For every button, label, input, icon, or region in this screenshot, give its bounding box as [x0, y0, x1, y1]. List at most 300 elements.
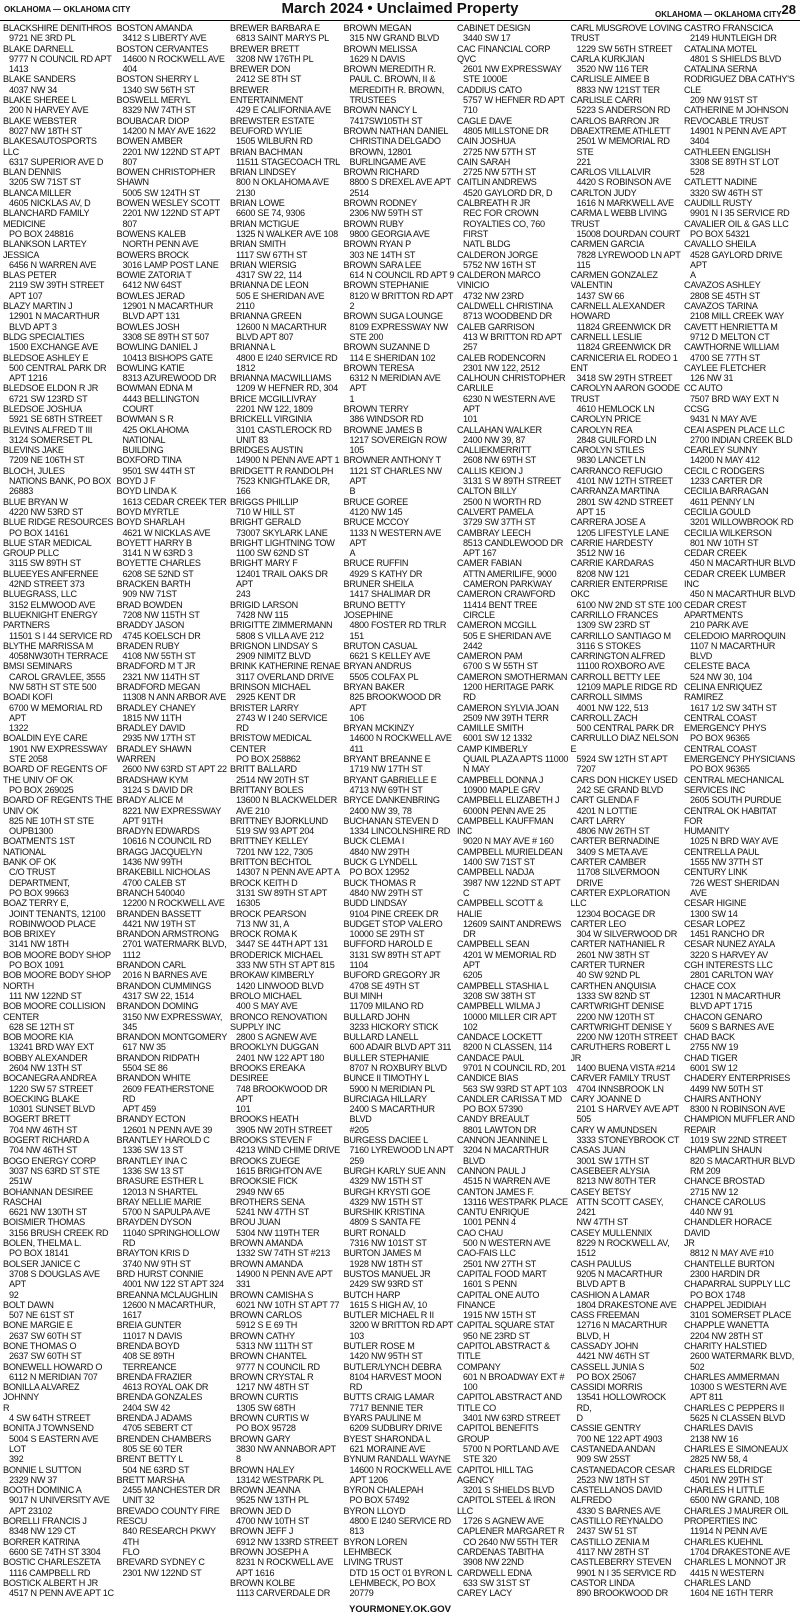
owner-name-line: BRAY NELLIE MARIE — [116, 1196, 202, 1207]
owner-address-line: 1233 CARTER DR — [690, 476, 763, 487]
owner-address-line: 1413 — [9, 64, 29, 75]
owner-name-line: BRIAN LINDSEY — [230, 167, 296, 178]
owner-address-line: 4621 W NICKLAS AVE — [122, 527, 211, 538]
owner-address-line: 3987 NW 122ND ST APT C — [463, 877, 561, 898]
owner-address-line: APT 107 — [9, 290, 43, 301]
owner-address-line: 1928 NW 18TH ST — [349, 1258, 423, 1269]
owner-address-line: 4001 NW 122, 513 — [576, 702, 649, 713]
owner-address-line: PO BOX 95728 — [236, 1423, 296, 1434]
owner-name-line: CAROLYN PRICE — [570, 414, 641, 425]
owner-name-line: CAIN JOSHUA — [457, 136, 516, 147]
owner-name-line: BREIA GUNTER — [116, 1320, 182, 1331]
owner-name-line: BRADLEY DAVID — [116, 723, 186, 734]
owner-name-line: CELINA ENRIQUEZ — [684, 682, 763, 692]
owner-name-line: CAMER FABIAN — [457, 558, 522, 569]
owner-address-line: 2429 SW 93RD ST — [349, 1279, 424, 1290]
owner-name-line: BRINSON MICHAEL — [230, 682, 311, 692]
owner-address-line: 805 SE 60 TER — [122, 1443, 183, 1454]
owner-name-line: BRADSHAW KYM — [116, 774, 188, 785]
owner-name-line: BROWN KOLBE — [230, 1577, 295, 1588]
owner-address-line: 9104 PINE CREEK DR — [349, 908, 439, 919]
owner-address-line: NATIONS BANK, PO BOX — [9, 476, 111, 487]
owner-name-line: CENTRAL MECHANICAL — [684, 774, 784, 785]
listing-column-2 — [117, 23, 231, 1599]
owner-address-line: 2401 NW 122 APT 180 — [236, 1052, 325, 1063]
owner-address-line: 5757 W HEFNER RD APT — [463, 95, 565, 106]
owner-name-line: BRADY ALICE M — [116, 795, 183, 806]
owner-address-line: 1001 PENN 4 — [463, 1217, 516, 1228]
owner-address-line: 6721 SW 123RD ST — [9, 393, 88, 404]
owner-name-line: CAMPBELL ELIZABETH J — [457, 795, 560, 806]
owner-address-line: 4610 HEMLOCK LN — [576, 403, 655, 414]
owner-address-line: 3520 NW 116 TER — [576, 64, 649, 75]
owner-name-line: BEUFORD WYLIE — [230, 125, 303, 136]
owner-address-line: 2825 NW 58, 4 — [690, 1454, 748, 1465]
owner-name-line: BRANDON DOMING — [116, 1001, 199, 1012]
owner-address-line: 3409 S META AVE — [576, 846, 648, 857]
owner-address-line: 502 — [690, 1361, 705, 1372]
owner-name-line: BYNUM RANDALL WAYNE — [343, 1454, 451, 1465]
owner-name-line: BOHANNAN DESIREE — [3, 1186, 93, 1197]
owner-address-line: 400 S MAY AVE — [236, 1001, 298, 1012]
owner-name-line: CAMPBELL SEAN — [457, 939, 530, 950]
owner-name-line: CASEY MULLENNIX — [570, 1227, 652, 1238]
owner-name-line: CART LARRY — [570, 815, 626, 826]
owner-address-line: 4329 NW 15TH ST — [349, 1176, 423, 1187]
owner-name-line: BOECKING BLAKE — [3, 1093, 80, 1104]
owner-address-line: 1616 N MARKWELL AVE — [576, 198, 674, 209]
owner-address-line: TRUSTEES — [349, 95, 397, 106]
owner-name-line: CASTILLO ZENIA M — [570, 1536, 650, 1547]
owner-address-line: 4101 NW 12TH STREET — [576, 476, 673, 487]
owner-address-line: 2608 NW 69TH ST — [463, 455, 537, 466]
owner-address-line: 4520 GAYLORD DR, D — [463, 187, 553, 198]
owner-address-line: 8221 NW EXPRESSWAY — [122, 805, 222, 816]
owner-address-line: OUPB1300 — [9, 826, 54, 837]
owner-name-line: CARMEN GONZALEZ — [570, 270, 658, 281]
owner-address-line: 3200 W BRITTON RD APT — [349, 1320, 454, 1331]
owner-name-line: CGH INTERESTS LLC — [684, 960, 773, 971]
owner-address-line: 713 NW 31, A — [236, 918, 290, 929]
owner-address-line: 3124 SOMERSET PL — [9, 434, 93, 445]
owner-name-line: BOWMAN EDNA M — [116, 383, 193, 394]
owner-name-line: CADDIUS CATO — [457, 84, 522, 95]
owner-name-line: BYRON LOREN LEHMBECK — [343, 1536, 407, 1557]
owner-address-line: 2637 SW 60TH ST — [9, 1351, 82, 1362]
owner-name-line: CANNON JEANNINE L — [457, 1135, 548, 1146]
owner-address-line: 1451 RANCHO DR — [690, 929, 765, 940]
owner-name-line: CATALINA SERNA — [684, 64, 757, 75]
owner-name-line: BRD HURST CONNIE — [116, 1268, 204, 1279]
owner-address-line: ATTN AMERILIFE, 9000 — [463, 568, 557, 579]
owner-address-line: 4421 NW 46TH ST — [576, 1351, 650, 1362]
owner-address-line: 6312 N MERIDIAN AVE APT — [349, 373, 441, 394]
owner-name-line: CAMPBELL DONNA J — [457, 774, 544, 785]
owner-name-line: BRUCE MCCOY — [343, 517, 409, 528]
owner-name-line: CALDERON JORGE — [457, 249, 538, 260]
owner-address-line: 4108 NW 55TH ST — [122, 651, 196, 662]
footer-url: YOURMONEY.OK.GOV — [349, 1604, 451, 1615]
owner-name-line: BRENDEN CHAMBERS — [116, 1433, 212, 1444]
owner-name-line: CARRANZA MARTINA — [570, 486, 660, 497]
owner-address-line: 1417 SHALIMAR DR — [349, 589, 431, 600]
owner-name-line: CHARLES H LITTLE — [684, 1485, 765, 1496]
owner-name-line: CARDENAS TABITHA — [457, 1546, 544, 1557]
owner-name-line: CHACON GENARO — [684, 1011, 763, 1022]
owner-name-line: CHARLES AMMERMAN — [684, 1371, 780, 1382]
page-number: 28 — [781, 2, 796, 17]
owner-name-line: CHARLES ELDRIDGE — [684, 1464, 772, 1475]
owner-address-line: 10900 MAPLE GRV — [463, 784, 540, 795]
owner-address-line: 2715 NW 12 — [690, 1186, 739, 1197]
owner-name-line: CARVER FAMILY TRUST — [570, 1073, 671, 1084]
owner-address-line: DTD 15 OCT 01 BYRON L — [349, 1567, 453, 1578]
owner-name-line: BLAKESAUTOSPORTS LLC — [3, 136, 97, 157]
owner-name-line: CASHION A LAMAR — [570, 1289, 650, 1300]
owner-address-line: 519 SW 93 APT 204 — [236, 826, 314, 837]
owner-address-line: 11708 SILVERMOON DRIVE — [576, 867, 660, 888]
owner-name-line: BOARD OF REGENTS OF — [3, 764, 108, 775]
owner-address-line: PO BOX 1091 — [9, 960, 64, 971]
owner-name-line: BROOKS STEVEN F — [230, 1135, 313, 1146]
owner-name-line: DBAEXTREME ATHLETT — [570, 125, 671, 136]
header-location-right-text: OKLAHOMA — OKLAHOMA CITY — [655, 10, 782, 19]
owner-name-line: VALENTIN — [570, 280, 613, 291]
owner-name-line: CASTANEDACOR CESAR — [570, 1464, 675, 1475]
owner-address-line: STE 320 — [463, 1454, 497, 1465]
owner-name-line: BOWLING DANIEL J — [116, 342, 198, 353]
owner-name-line: CAMBRAY LEECH — [457, 527, 531, 538]
owner-address-line: MEREDITH R. BROWN, — [349, 84, 445, 95]
owner-address-line: 3412 S LIBERTY AVE — [122, 33, 207, 44]
owner-name-line: CECILIA GOULD — [684, 506, 751, 517]
owner-address-line: 2949 NW 65 — [236, 1186, 285, 1197]
owner-name-line: CARRIER ENTERPRISE OKC — [570, 579, 668, 600]
owner-name-line: BRENT BETTY L — [116, 1454, 184, 1465]
owner-address-line: CAROL GRAVLEE, 3555 — [9, 671, 106, 682]
owner-address-line: 3116 S STOKES — [576, 640, 641, 651]
owner-name-line: CENTRAL COAST — [684, 712, 757, 723]
owner-name-line: CECIL C RODGERS — [684, 465, 765, 476]
owner-name-line: CHAIRS ANTHONY — [684, 1093, 762, 1104]
owner-name-line: BRIANNA GREEN — [230, 311, 302, 322]
owner-name-line: BOSTON AMANDA — [116, 23, 193, 33]
owner-name-line: BUDD LINDSAY — [343, 898, 408, 909]
owner-address-line: 1555 NW 37TH ST — [690, 857, 764, 868]
owner-address-line: 3308 SE 89TH ST LOT 528 — [690, 156, 779, 178]
page-title: March 2024 • Unclaimed Property — [281, 0, 519, 17]
owner-address-line: 2329 NW 37 — [9, 1474, 58, 1485]
owner-address-line: 7316 NW 101ST ST — [349, 1238, 427, 1249]
owner-address-line: 6001 SW 12 — [690, 1062, 738, 1073]
owner-address-line: 73007 SKYLARK LANE — [236, 527, 328, 538]
owner-name-line: BOSTICK ALBERT H JR — [3, 1577, 98, 1588]
owner-name-line: BOWIE ZATORIA T — [116, 270, 192, 281]
owner-address-line: 3333 STONEYBROOK CT — [576, 1135, 680, 1146]
owner-name-line: CHARLES E SIMONEAUX — [684, 1443, 788, 1454]
owner-name-line: BRANDON RIDPATH — [116, 1052, 200, 1063]
owner-name-line: BRIDGES AUSTIN — [230, 445, 303, 456]
owner-address-line: STE 200 — [349, 331, 384, 342]
owner-name-line: BRANTLEY INA C — [116, 1155, 188, 1166]
owner-address-line: 3729 SW 37TH ST — [463, 517, 536, 528]
owner-address-line: 505 E SHERIDAN AVE 2442 — [463, 630, 552, 651]
owner-name-line: BUCHANAN STEVEN D — [343, 815, 439, 826]
owner-address-line: A — [690, 270, 696, 281]
owner-name-line: BOWERS BROCK — [116, 249, 189, 260]
owner-address-line: 12609 SAINT ANDREWS — [463, 918, 562, 929]
owner-name-line: HUMANITY — [684, 826, 730, 837]
owner-name-line: BLOCH, JULES — [3, 465, 65, 476]
owner-address-line: 4317 SW 22, 1514 — [122, 990, 194, 1001]
owner-address-line: 1334 LINCOLNSHIRE RD — [349, 826, 451, 837]
owner-name-line: CARLILE — [457, 383, 494, 394]
owner-address-line: 8208 NW 121 — [576, 568, 630, 579]
owner-name-line: CHAPPEL JEDIDIAH — [684, 1299, 767, 1310]
owner-name-line: CALHOUN CHRISTOPHER — [457, 373, 566, 384]
owner-name-line: BOYD J F — [116, 476, 156, 487]
owner-address-line: CHRISTINA DELGADO — [349, 136, 441, 147]
owner-name-line: TRUST — [570, 218, 600, 229]
owner-name-line: BRUCE GOREE — [343, 496, 408, 507]
owner-address-line: APT 1616 — [236, 1567, 275, 1578]
owner-name-line: BURCIAGA HILLARY — [343, 1093, 427, 1104]
owner-name-line: BOSWELL MERYL — [116, 95, 191, 106]
owner-name-line: CAMPBELL STASHIA L — [457, 980, 549, 991]
owner-name-line: BOGERT RICHARD A — [3, 1135, 90, 1146]
owner-name-line: CARTER TURNER — [570, 960, 645, 971]
owner-name-line: BLAZY MARTIN J — [3, 301, 73, 312]
owner-address-line: 12901 N MACARTHUR — [122, 301, 214, 312]
owner-address-line: 8120 W BRITTON RD APT 2 — [349, 290, 454, 312]
owner-name-line: BLEDSOE JOSHUA — [3, 403, 82, 414]
owner-address-line: 909 NW 71ST — [122, 589, 177, 600]
owner-name-line: BUCK CLEMA I — [343, 836, 405, 847]
owner-address-line: CAMERON PARKWAY — [463, 579, 553, 590]
owner-name-line: BRENDA J ADAMS — [116, 1413, 192, 1424]
owner-address-line: 392 — [9, 1454, 24, 1465]
owner-address-line: 890 BROOKWOOD DR — [576, 1588, 669, 1599]
owner-address-line: 8027 NW 18TH ST — [9, 125, 83, 136]
owner-address-line: 4704 INNSBROOK LN — [576, 1083, 664, 1094]
owner-address-line: 4745 KOELSCH DR — [122, 630, 201, 641]
owner-address-line: 1615 S HIGH AV, 10 — [349, 1299, 427, 1310]
owner-name-line: CEDAR CREEK — [684, 548, 747, 559]
owner-name-line: CARRILLO SANTIAGO M — [570, 630, 671, 641]
owner-name-line: BRAKEBILL NICHOLAS — [116, 867, 211, 878]
owner-address-line: 1332 SW 74TH ST #213 — [236, 1248, 330, 1259]
owner-address-line: 3117 OVERLAND DRIVE — [236, 671, 334, 682]
owner-address-line: 8300 N ROBINSON AVE — [690, 1104, 786, 1115]
owner-address-line: 9501 SW 44TH ST — [122, 465, 196, 476]
owner-name-line: CARTWRIGHT DENISE Y — [570, 1021, 672, 1032]
owner-name-line: BRANDON CARL — [116, 960, 186, 971]
owner-address-line: 9020 N MAY AVE # 160 — [463, 836, 554, 847]
header-location-right — [655, 2, 796, 20]
owner-address-line: 726 WEST SHERIDAN AVE — [690, 877, 780, 898]
owner-name-line: CARNELL LESLIE — [570, 331, 642, 342]
owner-address-line: 12301 N MACARTHUR — [690, 990, 781, 1001]
owner-name-line: BRADEN RUBY — [116, 640, 180, 651]
owner-name-line: BOYD SHARLAH — [116, 517, 185, 528]
owner-name-line: BLYTHE MARRISSA M — [3, 640, 94, 651]
owner-name-line: BROOKS EREAKA DESIREE — [230, 1062, 305, 1084]
owner-address-line: 2400 NW 39, 87 — [463, 434, 526, 445]
owner-name-line: BOYETT HARRY B — [116, 537, 192, 548]
owner-address-line: 2808 SE 45TH ST — [690, 290, 761, 301]
owner-address-line: 151 — [349, 630, 364, 641]
owner-name-line: CHARLES C PEPPERS II — [684, 1402, 785, 1413]
owner-address-line: 801 NW 10TH ST — [690, 537, 759, 548]
owner-address-line: 8833 NW 121ST TER — [576, 84, 660, 95]
owner-address-line: 14900 N PENN AVE APT 1 — [236, 455, 340, 466]
owner-name-line: FINANCE — [457, 1299, 496, 1310]
owner-name-line: CHAD TIGER — [684, 1052, 738, 1063]
owner-address-line: 1 — [349, 393, 355, 404]
owner-address-line: 10300 S WESTERN AVE — [690, 1382, 787, 1393]
owner-address-line: 450 N MACARTHUR BLVD — [690, 558, 796, 569]
owner-name-line: BREANNA MCLAUGHLIN — [116, 1289, 218, 1300]
owner-name-line: LIVING TRUST — [343, 1557, 403, 1568]
owner-name-line: CAMP KIMBERLY — [457, 743, 528, 754]
owner-name-line: CANDLER CARISSA T MD — [457, 1093, 562, 1104]
owner-address-line: 2600 WATERMARK BLVD, — [690, 1351, 794, 1362]
owner-name-line: BRIDGETT R RANDOLPH — [230, 465, 334, 476]
owner-address-line: 1107 N MACARTHUR BLVD — [690, 640, 776, 662]
owner-address-line: 5304 NW 119TH TER — [236, 1227, 320, 1238]
owner-name-line: CALTON BILLY — [457, 486, 517, 497]
owner-address-line: 3208 NW 176TH PL — [236, 53, 314, 64]
owner-address-line: 1400 BUENA VISTA #214 — [576, 1062, 676, 1073]
owner-name-line: BROWN JEFF J — [230, 1526, 294, 1537]
owner-name-line: BONITA J TOWNSEND — [3, 1423, 94, 1434]
owner-address-line: 1500 EXCHANGE AVE — [9, 342, 99, 353]
owner-name-line: CECILIA BARRAGAN — [684, 486, 769, 497]
owner-address-line: 1804 DRAKESTONE AVE — [576, 1299, 677, 1310]
owner-name-line: CANDY BREAULT — [457, 1114, 530, 1125]
owner-name-line: BOYD MYRTLE — [116, 506, 179, 517]
owner-name-line: BURSHIK KRISTINA — [343, 1207, 425, 1218]
owner-name-line: JR — [684, 1238, 695, 1249]
owner-address-line: 2800 S AGNEW AVE — [236, 1032, 317, 1043]
owner-name-line: BRIGGS PHILLIP — [230, 496, 299, 507]
owner-name-line: CELESTE BACA — [684, 661, 750, 672]
owner-name-line: BLEDSOE ELDON R JR — [3, 383, 99, 394]
owner-address-line: APT 1216 — [9, 373, 48, 384]
owner-address-line: QUAIL PLAZA APTS 11000 — [463, 754, 569, 765]
owner-address-line: 10301 SUNSET BLVD — [9, 1104, 95, 1115]
owner-name-line: BLEVINS JAKE — [3, 445, 64, 456]
owner-name-line: BROOKLYN DUGGAN — [230, 1042, 319, 1053]
owner-name-line: CAGLE DAVE — [457, 115, 512, 126]
owner-name-line: BROWN TERESA — [343, 362, 415, 373]
owner-address-line: PO BOX 18141 — [9, 1248, 69, 1259]
owner-address-line: 840 RESEARCH PKWY 4TH — [122, 1526, 216, 1547]
owner-name-line: BRYAN BAKER — [343, 682, 405, 692]
owner-name-line: BROWN GARY — [230, 1433, 291, 1444]
owner-address-line: 10000 MILLER CIR APT 102 — [463, 1011, 557, 1032]
owner-address-line: 3320 SW 46TH ST — [690, 187, 763, 198]
owner-address-line: 12716 N MACARTHUR — [576, 1320, 668, 1331]
owner-name-line: BREWER DON — [230, 64, 291, 75]
owner-address-line — [457, 1598, 569, 1599]
owner-address-line: D — [576, 1413, 583, 1424]
listing-column-7 — [684, 23, 798, 1599]
owner-name-line: CASTELLANOS DAVID — [570, 1485, 663, 1496]
owner-address-line: 12601 N PENN AVE 39 — [122, 1124, 213, 1135]
owner-address-line: 6001 SW 12 1332 — [463, 733, 533, 744]
owner-address-line: 2301 NW 122, 2512 — [463, 362, 540, 373]
owner-name-line: BLACKSHIRE DENITHROS — [3, 23, 112, 33]
owner-address-line: 1325 N WALKER AVE 108 — [236, 228, 338, 239]
owner-name-line: CESAR LOPEZ — [684, 918, 745, 929]
owner-name-line: CANDACE PAUL — [457, 1052, 525, 1063]
owner-name-line: BROWN AMANDA — [230, 1238, 303, 1249]
owner-address-line: 4800 E I240 SERVICE RD — [236, 352, 338, 363]
owner-name-line: CHARLES KUEHNL — [684, 1536, 763, 1547]
owner-name-line: CAVALIER OIL & GAS LLC — [684, 218, 789, 229]
listing-column-3 — [230, 23, 344, 1599]
owner-name-line: BOALDIN EYE CARE — [3, 733, 88, 744]
owner-name-line: CASSADY JOHN — [570, 1341, 639, 1351]
owner-name-line: BYARS PAULINE M — [343, 1413, 421, 1424]
owner-name-line: CESAR HIGINE — [684, 898, 747, 909]
header-location-left: OKLAHOMA — OKLAHOMA CITY — [4, 5, 131, 14]
owner-name-line: BOYETTE CHARLES — [116, 558, 201, 569]
owner-name-line: BROWN SUGA LOUNGE — [343, 311, 443, 322]
owner-address-line: BLVD, H — [576, 1330, 610, 1341]
owner-name-line: BLUEKNIGHT ENERGY — [3, 609, 98, 620]
owner-name-line: BOB MOORE BODY SHOP — [3, 949, 111, 960]
owner-name-line: BRIANNA L — [230, 342, 276, 353]
owner-name-line: JESSICA — [3, 249, 40, 260]
owner-address-line: 4317 SW 22, 114 — [236, 270, 302, 281]
owner-address-line: 1512 — [576, 1248, 596, 1259]
owner-name-line: HOWARD — [570, 311, 611, 322]
owner-name-line: CANTU ENRIQUE — [457, 1207, 530, 1218]
owner-address-line: 7417SW105TH ST — [349, 115, 423, 126]
owner-address-line: 3131 SW 89TH ST APT — [236, 887, 328, 898]
owner-name-line: BURTON JAMES M — [343, 1248, 422, 1259]
owner-address-line: 601 N BROADWAY EXT # — [463, 1371, 565, 1382]
owner-address-line: 1436 NW 99TH — [122, 857, 183, 868]
owner-name-line: BOWEN WESLEY SCOTT — [116, 198, 220, 209]
owner-address-line: 11501 S I 44 SERVICE RD — [9, 630, 113, 641]
owner-name-line: CHARLES DAVIS — [684, 1423, 753, 1434]
owner-name-line: BRADLEY CHANEY — [116, 702, 196, 713]
owner-address-line: 820 S MACARTHUR BLVD — [690, 1155, 795, 1166]
owner-address-line: 7428 NW 115 — [236, 609, 289, 620]
owner-name-line: BORELLI FRANCIS J — [3, 1516, 87, 1527]
owner-address-line: 12013 N SHARTEL — [122, 1186, 198, 1197]
owner-name-line: BRENDA FRAZIER — [116, 1371, 192, 1382]
owner-address-line: 7201 NW 122, 7305 — [236, 846, 313, 857]
owner-address-line: 408 SE 89TH TERREANCE — [122, 1351, 177, 1372]
owner-name-line: CHACE COX — [684, 980, 736, 991]
owner-address-line: 2509 NW 39TH TERR — [463, 712, 549, 723]
owner-address-line: 8109 EXPRESSWAY NW — [349, 321, 448, 332]
owner-address-line: 505 — [576, 1114, 591, 1125]
owner-address-line: 1604 NE 16TH TERR — [690, 1588, 774, 1599]
owner-address-line: 4713 NW 69TH ST — [349, 784, 423, 795]
owner-address-line: 4732 NW 23RD — [463, 290, 524, 301]
owner-address-line: 8812 N MAY AVE #10 — [690, 1248, 774, 1259]
owner-name-line: CARY W AMUNDSEN — [570, 1124, 657, 1135]
owner-name-line: CAMILLE SMITH — [457, 723, 524, 734]
owner-name-line: BRITT BALLARD — [230, 764, 297, 775]
owner-address-line: 404 — [122, 64, 137, 75]
owner-address-line: 3141 N W 63RD 3 — [122, 548, 193, 559]
